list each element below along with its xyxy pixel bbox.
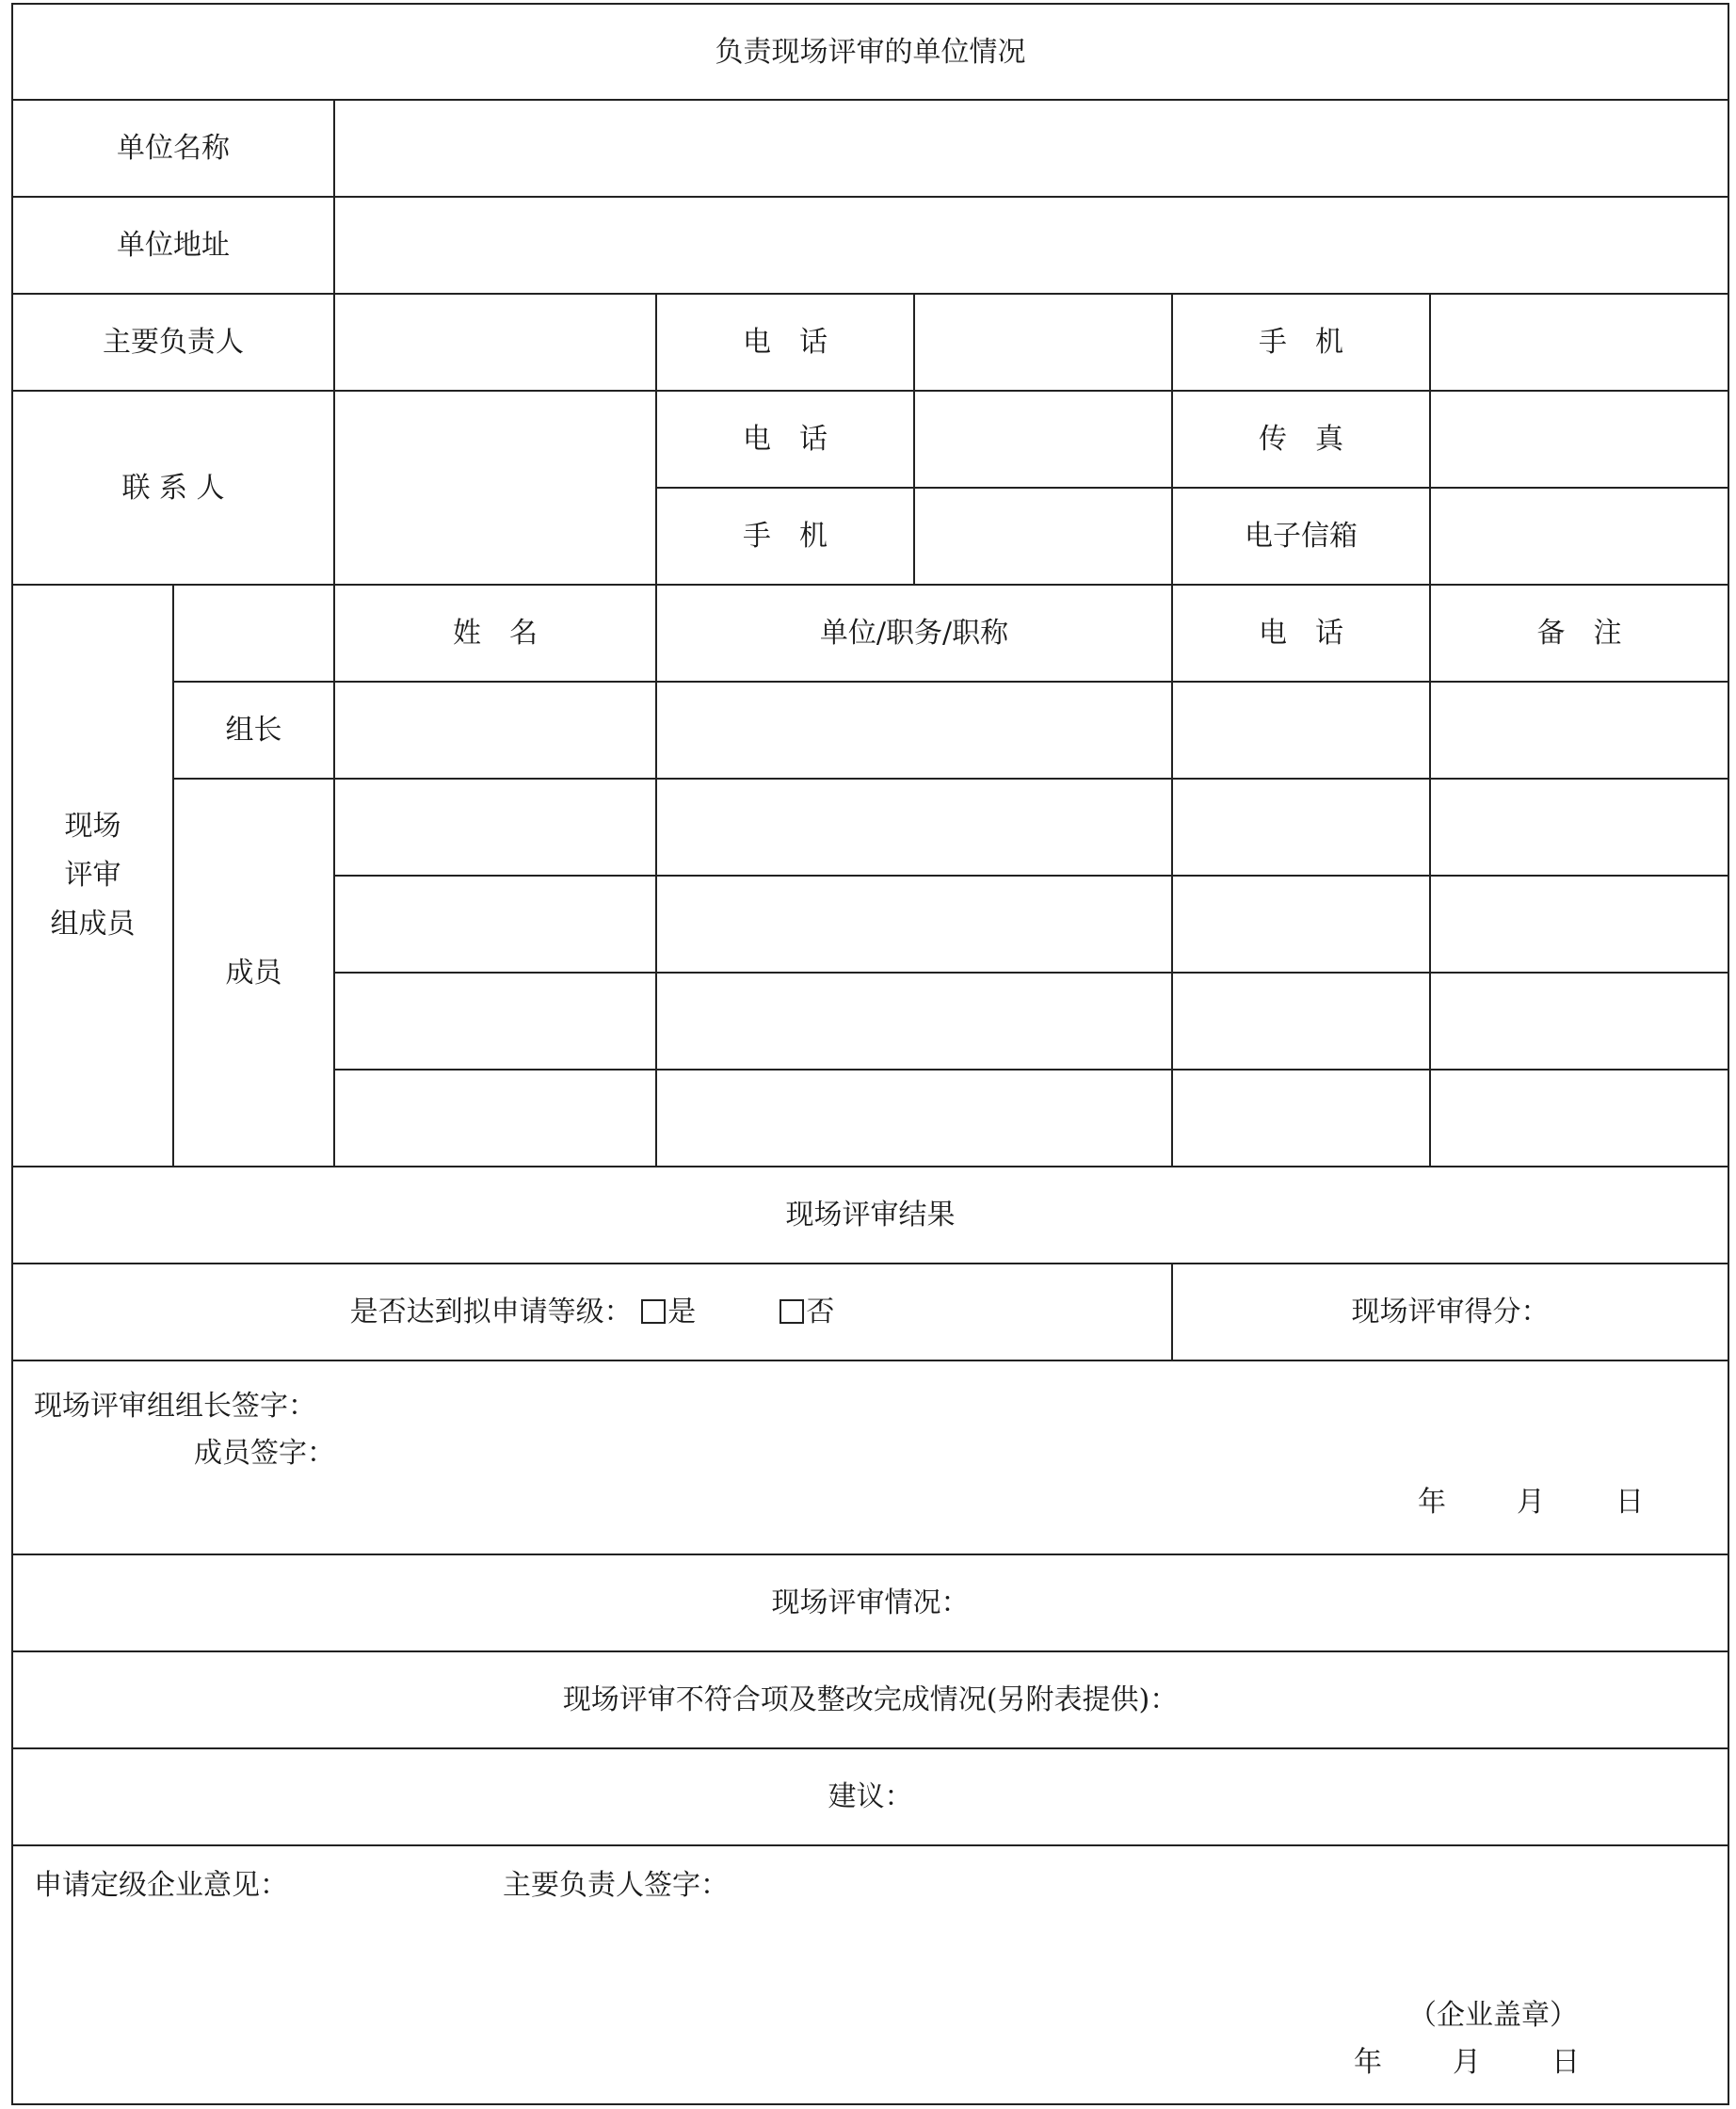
member-label: 成员 xyxy=(173,779,334,1167)
contact-email-field[interactable] xyxy=(1430,488,1728,585)
member-name-field[interactable] xyxy=(334,1070,656,1167)
member-name-field[interactable] xyxy=(334,973,656,1070)
team-header-remark: 备 注 xyxy=(1430,585,1728,682)
signature-cell[interactable] xyxy=(12,1360,1728,1554)
team-label xyxy=(12,585,173,1167)
principal-phone-label: 电 话 xyxy=(656,294,914,391)
principal-phone-field[interactable] xyxy=(914,294,1172,391)
leader-remark-field[interactable] xyxy=(1430,682,1728,779)
unit-name-label: 单位名称 xyxy=(12,100,334,197)
enterprise-opinion-cell[interactable] xyxy=(12,1845,1728,2104)
team-header-phone: 电 话 xyxy=(1172,585,1430,682)
opinion-date-month: 月 xyxy=(1453,2046,1481,2079)
enterprise-opinion-label: 申请定级企业意见： xyxy=(34,1869,288,1902)
suggestion-cell[interactable] xyxy=(12,1748,1728,1845)
team-label-line: 现场 xyxy=(64,810,121,843)
member-phone-field[interactable] xyxy=(1172,779,1430,876)
member-unit-field[interactable] xyxy=(656,779,1172,876)
principal-field[interactable] xyxy=(334,294,656,391)
review-form xyxy=(11,3,1729,2105)
member-remark-field[interactable] xyxy=(1430,876,1728,973)
principal-sign-label: 主要负责人签字： xyxy=(503,1869,729,1902)
contact-phone-label: 电 话 xyxy=(656,391,914,488)
yes-option-label: 是 xyxy=(667,1296,697,1328)
member-unit-field[interactable] xyxy=(656,1070,1172,1167)
situation-cell[interactable] xyxy=(12,1554,1728,1651)
reach-grade-label: 是否达到拟申请等级： xyxy=(349,1296,633,1328)
leader-sign-label: 现场评审组组长签字： xyxy=(34,1390,316,1423)
opinion-date-year: 年 xyxy=(1354,2046,1382,2079)
member-name-field[interactable] xyxy=(334,876,656,973)
unit-address-label: 单位地址 xyxy=(12,197,334,294)
nonconform-cell[interactable] xyxy=(12,1651,1728,1748)
sign-date-year: 年 xyxy=(1418,1486,1446,1519)
member-unit-field[interactable] xyxy=(656,876,1172,973)
suggestion-label: 建议： xyxy=(828,1780,913,1813)
member-remark-field[interactable] xyxy=(1430,973,1728,1070)
unit-address-field[interactable] xyxy=(334,197,1728,294)
nonconform-label: 现场评审不符合项及整改完成情况(另附表提供)： xyxy=(562,1683,1179,1716)
unit-name-field[interactable] xyxy=(334,100,1728,197)
reach-grade-row xyxy=(12,1264,1172,1360)
sign-date-month: 月 xyxy=(1517,1486,1545,1519)
contact-label: 联 系 人 xyxy=(12,391,334,585)
leader-name-field[interactable] xyxy=(334,682,656,779)
score-label: 现场评审得分： xyxy=(1351,1296,1550,1328)
yes-checkbox[interactable] xyxy=(641,1299,666,1324)
team-label-line: 评审 xyxy=(64,859,121,892)
section2-title: 现场评审结果 xyxy=(12,1167,1728,1264)
principal-mobile-field[interactable] xyxy=(1430,294,1728,391)
leader-phone-field[interactable] xyxy=(1172,682,1430,779)
contact-phone-field[interactable] xyxy=(914,391,1172,488)
member-remark-field[interactable] xyxy=(1430,779,1728,876)
seal-label: （企业盖章） xyxy=(1408,1999,1578,2032)
opinion-date-day: 日 xyxy=(1551,2046,1580,2079)
member-unit-field[interactable] xyxy=(656,973,1172,1070)
contact-mobile-field[interactable] xyxy=(914,488,1172,585)
member-sign-label: 成员签字： xyxy=(194,1437,335,1470)
situation-label: 现场评审情况： xyxy=(771,1586,970,1619)
team-label-line: 组成员 xyxy=(50,908,136,941)
contact-fax-label: 传 真 xyxy=(1172,391,1430,488)
no-checkbox[interactable] xyxy=(780,1299,804,1324)
member-name-field[interactable] xyxy=(334,779,656,876)
member-remark-field[interactable] xyxy=(1430,1070,1728,1167)
member-phone-field[interactable] xyxy=(1172,1070,1430,1167)
member-phone-field[interactable] xyxy=(1172,973,1430,1070)
leader-unit-field[interactable] xyxy=(656,682,1172,779)
score-cell[interactable] xyxy=(1172,1264,1728,1360)
contact-mobile-label: 手 机 xyxy=(656,488,914,585)
contact-field[interactable] xyxy=(334,391,656,585)
no-option-label: 否 xyxy=(806,1296,835,1328)
principal-mobile-label: 手 机 xyxy=(1172,294,1430,391)
leader-label: 组长 xyxy=(173,682,334,779)
contact-fax-field[interactable] xyxy=(1430,391,1728,488)
member-phone-field[interactable] xyxy=(1172,876,1430,973)
team-header-blank xyxy=(173,585,334,682)
section1-title: 负责现场评审的单位情况 xyxy=(12,4,1728,100)
team-header-name: 姓 名 xyxy=(334,585,656,682)
contact-email-label: 电子信箱 xyxy=(1172,488,1430,585)
team-header-unit: 单位/职务/职称 xyxy=(656,585,1172,682)
principal-label: 主要负责人 xyxy=(12,294,334,391)
sign-date-day: 日 xyxy=(1615,1486,1644,1519)
